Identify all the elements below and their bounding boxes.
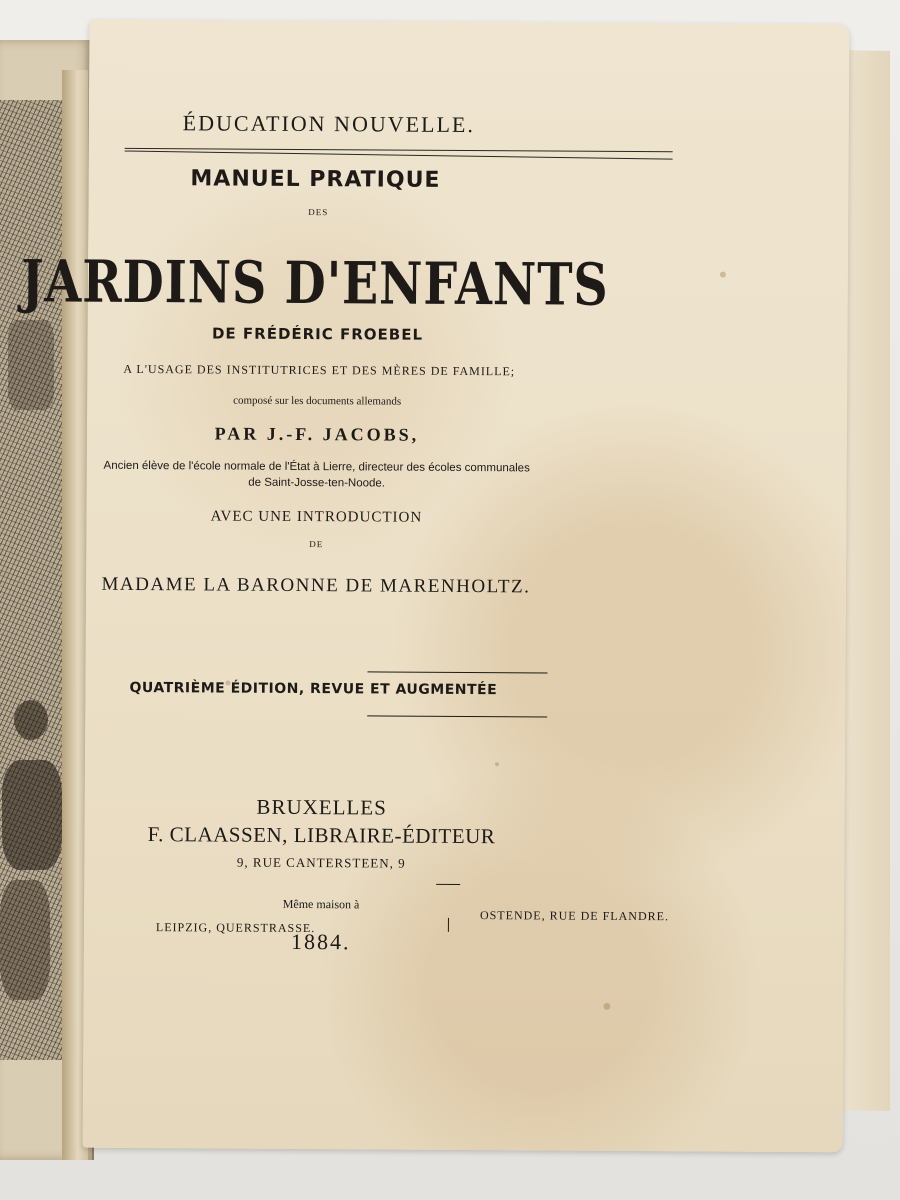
introducer-name: MADAME LA BARONNE DE MARENHOLTZ.: [101, 573, 531, 598]
title-page: [20, 20, 850, 1153]
edition-rule-top: [367, 671, 547, 673]
author-line: PAR J.-F. JACOBS,: [214, 423, 420, 445]
de-connector: DE: [309, 539, 324, 550]
branch-ostende: OSTENDE, RUE DE FLANDRE.: [479, 908, 670, 924]
publisher-address: 9, RUE CANTERSTEEN, 9: [236, 854, 406, 871]
main-title: JARDINS D'ENFANTS: [20, 247, 609, 319]
edition-rule-bottom: [367, 715, 547, 717]
series-title: ÉDUCATION NOUVELLE.: [182, 110, 475, 138]
foxing-spot: [720, 272, 726, 278]
usage-line: A L'USAGE DES INSTITUTRICES ET DES MÈRES DE FAMILLE;: [123, 361, 516, 379]
compose-line: composé sur les documents allemands: [233, 394, 402, 408]
foxing-spot: [603, 1003, 610, 1010]
header-rule-thin: [125, 151, 673, 160]
publication-year: 1884.: [290, 928, 351, 955]
author-description-2: de Saint-Josse-ten-Noode.: [248, 476, 386, 490]
imprint-dash: [436, 884, 460, 885]
author-description-1: Ancien élève de l'école normale de l'État à Lierre, directeur des écoles communales: [103, 459, 530, 475]
meme-maison: Même maison à: [282, 896, 360, 912]
manuel-heading: MANUEL PRATIQUE: [190, 166, 441, 193]
subtitle: DE FRÉDÉRIC FROEBEL: [211, 324, 424, 344]
introduction-line: AVEC UNE INTRODUCTION: [210, 508, 423, 526]
city: BRUXELLES: [256, 794, 387, 820]
branch-leipzig: LEIPZIG, QUERSTRASSE.: [155, 920, 316, 936]
foxing-spot: [225, 681, 230, 686]
foxing-spot: [495, 762, 499, 766]
publisher: F. CLAASSEN, LIBRAIRE-ÉDITEUR: [147, 822, 496, 849]
des-connector: DES: [308, 207, 329, 218]
edition-line: QUATRIÈME ÉDITION, REVUE ET AUGMENTÉE: [129, 679, 498, 699]
